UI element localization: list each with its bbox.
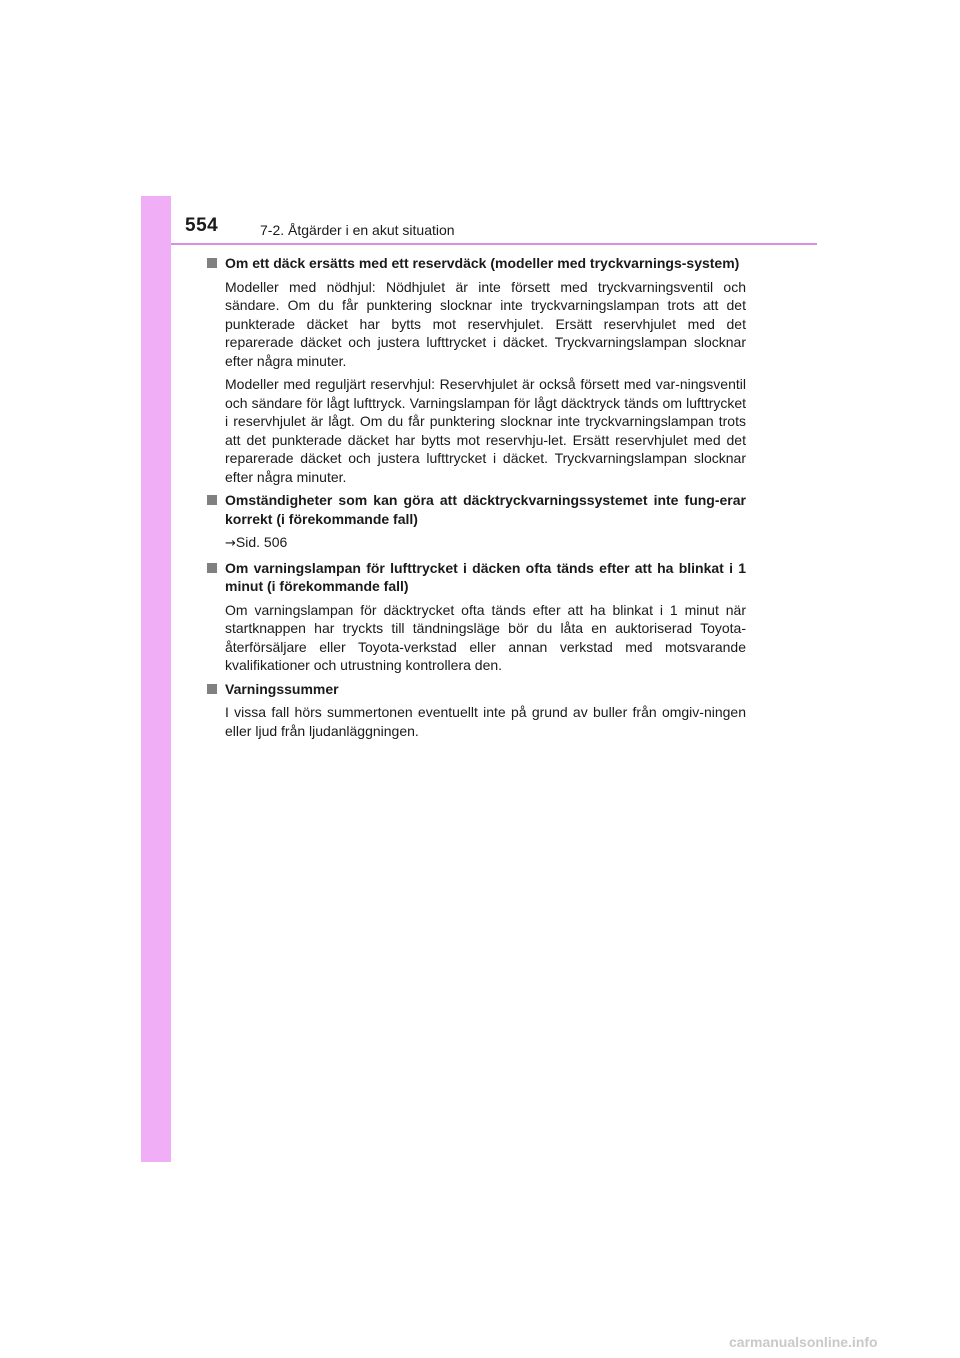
item-heading: Omständigheter som kan göra att däcktryckvarningssystemet inte fung-erar korrekt (i förekommande fall) (225, 492, 746, 527)
item-paragraph: Modeller med nödhjul: Nödhjulet är inte försett med tryckvarningsventil och sändare. Om du får punktering slocknar inte tryckvarningslampan trots att det punkterade däcket har bytts mot reservhjulet. Ersätt reservhjulet med det reparerade däcket och justera lufttrycket i däcket. Tryckvarningslampan slocknar efter några minuter. (225, 278, 746, 369)
square-bullet-icon (207, 684, 217, 694)
page-number: 554 (185, 215, 219, 236)
main-content (207, 254, 746, 745)
square-bullet-icon (207, 563, 217, 573)
page-reference-text: Sid. 506 (235, 534, 288, 550)
info-item-warning-buzzer (207, 680, 746, 741)
info-item-warning-light (207, 559, 746, 675)
arrow-right-icon: → (225, 536, 236, 551)
item-paragraph: Modeller med reguljärt reservhjul: Reservhjulet är också försett med var-ningsventil och sändare för lågt lufttryck. Varningslampan för lågt däcktryck tänds om lufttrycket i reservhjulet är lågt. Om du får punktering slocknar inte tryckvarningslampan trots att det punkterade däcket har bytts mot reservhju-let. Ersätt reservhjulet med det reparerade däcket och justera lufttrycket i däcket. Tryckvarningslampan slocknar efter några minuter. (225, 376, 746, 485)
page-reference[interactable] (225, 533, 746, 554)
info-item-malfunction-conditions (207, 491, 746, 554)
info-item-spare-tire (207, 254, 746, 486)
square-bullet-icon (207, 495, 217, 505)
section-title: 7-2. Åtgärder i en akut situation (260, 222, 455, 238)
item-heading: Om varningslampan för lufttrycket i däcken ofta tänds efter att ha blinkat i 1 minut (i förekommande fall) (225, 559, 746, 594)
item-paragraph: I vissa fall hörs summertonen eventuellt inte på grund av buller från omgiv-ningen eller ljud från ljudanläggningen. (225, 704, 746, 739)
watermark: carmanualsonline.info (729, 1334, 878, 1350)
header-rule (171, 243, 817, 245)
square-bullet-icon (207, 258, 217, 268)
item-heading: Om ett däck ersätts med ett reservdäck (modeller med tryckvarnings-system) (225, 255, 740, 271)
item-paragraph: Om varningslampan för däcktrycket ofta tänds efter att ha blinkat i 1 minut när startknappen har tryckts till tändningsläge bör du låta en auktoriserad Toyota-återförsäljare eller Toyota-verkstad eller annan verkstad med motsvarande kvalifikationer och utrustning kontrollera den. (225, 601, 746, 673)
side-color-band (141, 196, 171, 1162)
item-heading: Varningssummer (225, 680, 339, 697)
page-header (171, 196, 817, 246)
